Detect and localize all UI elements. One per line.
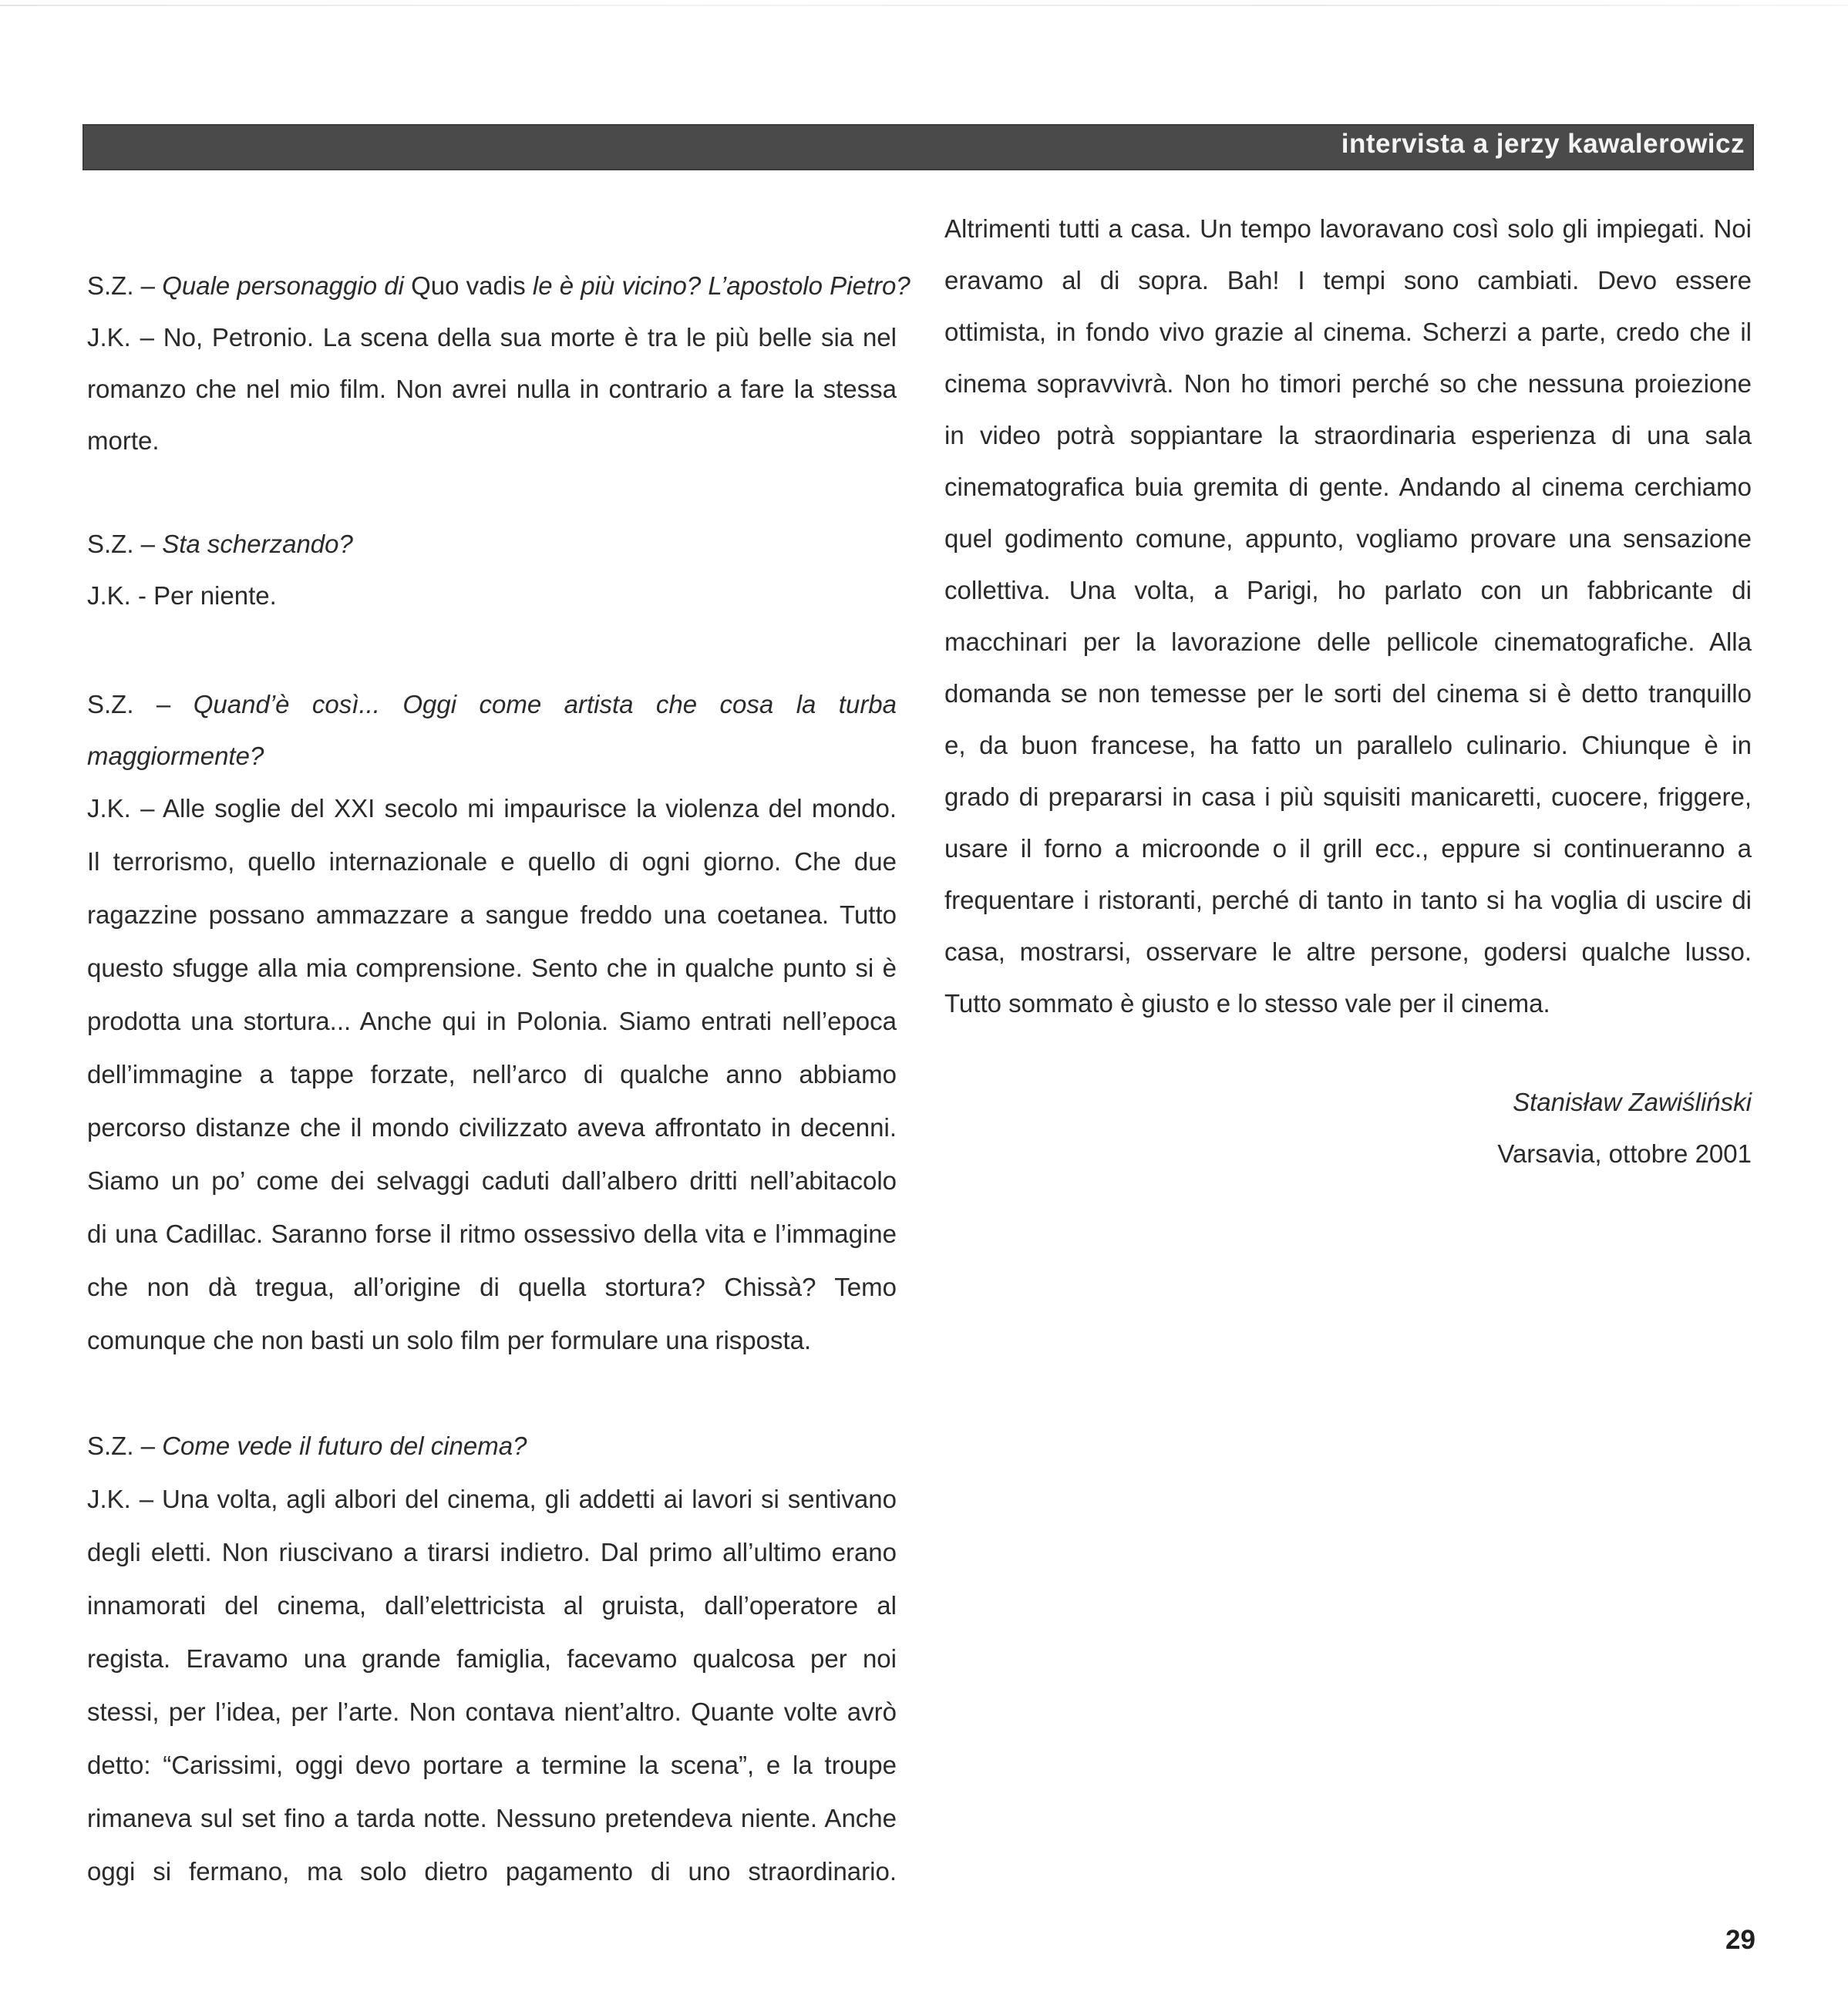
answer-line: ragazzine possano ammazzare a sangue freddo una coetanea. Tutto [87,900,897,929]
body-line: frequentare i ristoranti, perché di tanto in tanto si ha voglia di uscire di [944,886,1752,914]
question-futuro: S.Z. – Come vede il futuro del cinema? [87,1432,527,1460]
answer-line: prodotta una stortura... Anche qui in Polonia. Siamo entrati nell’epoca [87,1007,897,1035]
place-date: Varsavia, ottobre 2001 [1497,1139,1752,1168]
answer-line: J.K. – Una volta, agli albori del cinema, gli addetti ai lavori si sentivano [87,1485,897,1513]
answer-line: detto: “Carissimi, oggi devo portare a termine la scena”, e la troupe [87,1751,897,1779]
question-turba-cont: maggiormente? [87,742,264,770]
answer-line: rimaneva sul set fino a tarda notte. Nessuno pretendeva niente. Anche [87,1804,897,1832]
page-number: 29 [1725,1925,1755,1955]
body-line: macchinari per la lavorazione delle pellicole cinematografiche. Alla [944,627,1752,656]
answer-line: oggi si fermano, ma solo dietro pagamento di uno straordinario. [87,1857,897,1886]
answer-line: innamorati del cinema, dall’elettricista al gruista, dall’operatore al [87,1591,897,1620]
author-signature: Stanisław Zawiśliński [1513,1088,1752,1116]
answer-line: morte. [87,426,160,455]
body-line: usare il forno a microonde o il grill ecc., eppure si continueranno a [944,834,1752,863]
answer-line: questo sfugge alla mia comprensione. Sento che in qualche punto si è [87,954,897,982]
answer-line: J.K. - Per niente. [87,581,277,610]
answer-line: romanzo che nel mio film. Non avrei nulla in contrario a fare la stessa [87,375,897,403]
answer-line: degli eletti. Non riuscivano a tirarsi indietro. Dal primo all’ultimo erano [87,1538,897,1566]
body-line: cinema sopravvivrà. Non ho timori perché so che nessuna proiezione [944,369,1752,398]
answer-line: che non dà tregua, all’origine di quella stortura? Chissà? Temo [87,1273,897,1301]
section-header-title: intervista a jerzy kawalerowicz [1341,129,1745,159]
body-line: ottimista, in fondo vivo grazie al cinema. Scherzi a parte, credo che il [944,318,1752,346]
body-line: cinematografica buia gremita di gente. Andando al cinema cerchiamo [944,473,1752,501]
body-line: domanda se non temesse per le sorti del cinema si è detto tranquillo [944,679,1752,708]
body-line: e, da buon francese, ha fatto un parallelo culinario. Chiunque è in [944,731,1752,759]
body-line: quel godimento comune, appunto, vogliamo provare una sensazione [944,524,1752,553]
question-turba: S.Z. – Quand’è così... Oggi come artista che cosa la turba [87,690,897,718]
answer-line: dell’immagine a tappe forzate, nell’arco di qualche anno abbiamo [87,1060,897,1088]
body-line: eravamo al di sopra. Bah! I tempi sono cambiati. Devo essere [944,266,1752,294]
body-line: Tutto sommato è giusto e lo stesso vale per il cinema. [944,989,1550,1018]
answer-line: percorso distanze che il mondo civilizzato aveva affrontato in decenni. [87,1113,897,1142]
answer-line: J.K. – No, Petronio. La scena della sua morte è tra le più belle sia nel [87,323,897,352]
body-line: in video potrà soppiantare la straordinaria esperienza di una sala [944,421,1752,449]
body-line: collettiva. Una volta, a Parigi, ho parlato con un fabbricante di [944,576,1752,604]
answer-line: Siamo un po’ come dei selvaggi caduti dall’albero dritti nell’abitacolo [87,1166,897,1195]
body-line: Altrimenti tutti a casa. Un tempo lavoravano così solo gli impiegati. Noi [944,214,1752,243]
answer-line: comunque che non basti un solo film per formulare una risposta. [87,1326,812,1354]
body-line: casa, mostrarsi, osservare le altre persone, godersi qualche lusso. [944,937,1752,966]
section-header-bar [82,124,1754,170]
scan-edge-line [0,5,1848,6]
question-quo-vadis: S.Z. – Quale personaggio di Quo vadis le è più vicino? L’apostolo Pietro? [87,271,911,300]
question-scherzando: S.Z. – Sta scherzando? [87,530,353,558]
body-line: grado di prepararsi in casa i più squisiti manicaretti, cuocere, friggere, [944,782,1752,811]
film-title: Quo vadis [411,271,526,300]
answer-line: di una Cadillac. Saranno forse il ritmo ossessivo della vita e l’immagine [87,1220,897,1248]
answer-line: regista. Eravamo una grande famiglia, facevamo qualcosa per noi [87,1644,897,1673]
answer-line: J.K. – Alle soglie del XXI secolo mi impaurisce la violenza del mondo. [87,794,897,823]
answer-line: stessi, per l’idea, per l’arte. Non contava nient’altro. Quante volte avrò [87,1697,897,1726]
answer-line: Il terrorismo, quello internazionale e quello di ogni giorno. Che due [87,847,897,876]
